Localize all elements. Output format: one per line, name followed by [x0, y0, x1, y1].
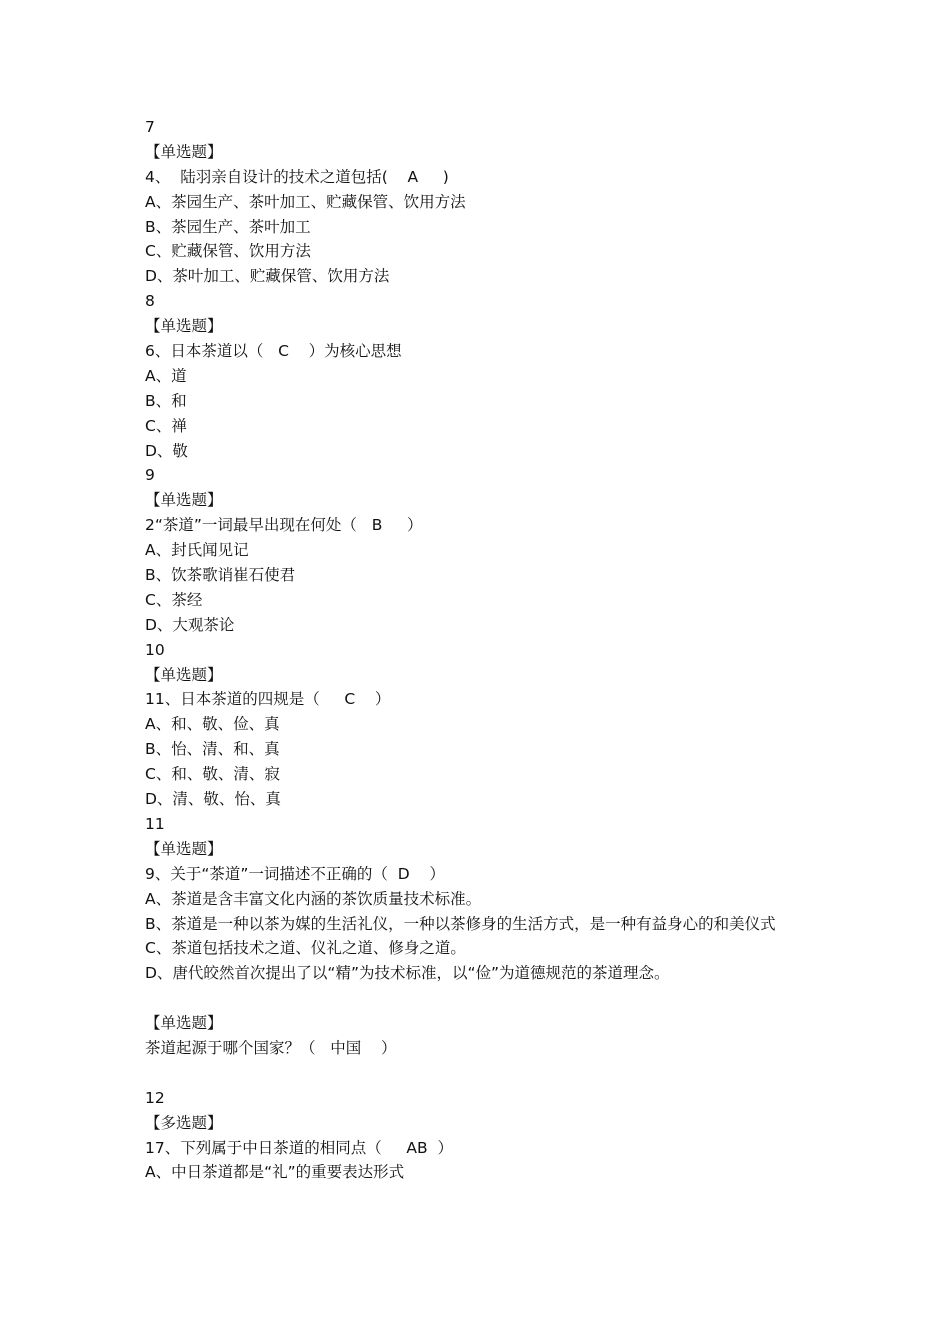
- option-b: B、和: [145, 391, 187, 410]
- option-a: A、茶道是含丰富文化内涵的茶饮质量技术标准。: [145, 889, 482, 908]
- blank-line: [145, 986, 815, 1011]
- question-number: 7: [145, 118, 155, 136]
- question-text: 9、关于“茶道”一词描述不正确的（ D ）: [145, 864, 445, 883]
- option-d: D、唐代皎然首次提出了以“精”为技术标准，以“俭”为道德规范的茶道理念。: [145, 964, 670, 983]
- question-number: 11: [145, 814, 165, 833]
- question-type: 【单选题】: [145, 491, 223, 510]
- question-text: 11、日本茶道的四规是（ C ）: [145, 690, 391, 709]
- blank-line: [145, 1061, 815, 1086]
- option-c: C、和、敬、清、寂: [145, 765, 280, 784]
- question-number: 10: [145, 640, 165, 659]
- option-a: A、道: [145, 366, 187, 385]
- question-number: 12: [145, 1088, 165, 1107]
- option-c: C、茶道包括技术之道、仪礼之道、修身之道。: [145, 939, 466, 958]
- option-c: C、禅: [145, 416, 187, 435]
- question-type: 【单选题】: [145, 839, 223, 858]
- option-c: C、茶经: [145, 590, 203, 609]
- question-type: 【单选题】: [145, 142, 223, 161]
- option-a: A、封氏闻见记: [145, 541, 249, 560]
- document-body: [145, 115, 815, 1185]
- option-d: D、清、敬、怡、真: [145, 790, 281, 809]
- question-text: 茶道起源于哪个国家？（ 中国 ）: [145, 1038, 397, 1057]
- question-type: 【单选题】: [145, 1014, 223, 1033]
- option-d: D、茶叶加工、贮藏保管、饮用方法: [145, 267, 390, 286]
- question-text: 4、 陆羽亲自设计的技术之道包括( A ): [145, 167, 449, 186]
- question-text: 2“茶道”一词最早出现在何处（ B ）: [145, 516, 423, 535]
- option-a: A、中日茶道都是“礼”的重要表达形式: [145, 1163, 405, 1182]
- question-text: 6、日本茶道以（ C ）为核心思想: [145, 342, 402, 361]
- option-a: A、茶园生产、茶叶加工、贮藏保管、饮用方法: [145, 192, 466, 211]
- question-type: 【单选题】: [145, 317, 223, 336]
- question-number: 9: [145, 466, 155, 485]
- option-a: A、和、敬、俭、真: [145, 715, 280, 734]
- question-text: 17、下列属于中日茶道的相同点（ AB ）: [145, 1138, 453, 1157]
- question-number: 8: [145, 292, 155, 311]
- option-d: D、敬: [145, 441, 188, 460]
- option-b: B、饮茶歌诮崔石使君: [145, 566, 296, 585]
- option-b: B、茶道是一种以茶为媒的生活礼仪，一种以茶修身的生活方式，是一种有益身心的和美仪式: [145, 914, 776, 933]
- option-c: C、贮藏保管、饮用方法: [145, 242, 311, 261]
- option-b: B、茶园生产、茶叶加工: [145, 217, 311, 236]
- question-type: 【单选题】: [145, 665, 223, 684]
- question-type: 【多选题】: [145, 1113, 223, 1132]
- option-d: D、大观茶论: [145, 615, 235, 634]
- option-b: B、怡、清、和、真: [145, 740, 280, 759]
